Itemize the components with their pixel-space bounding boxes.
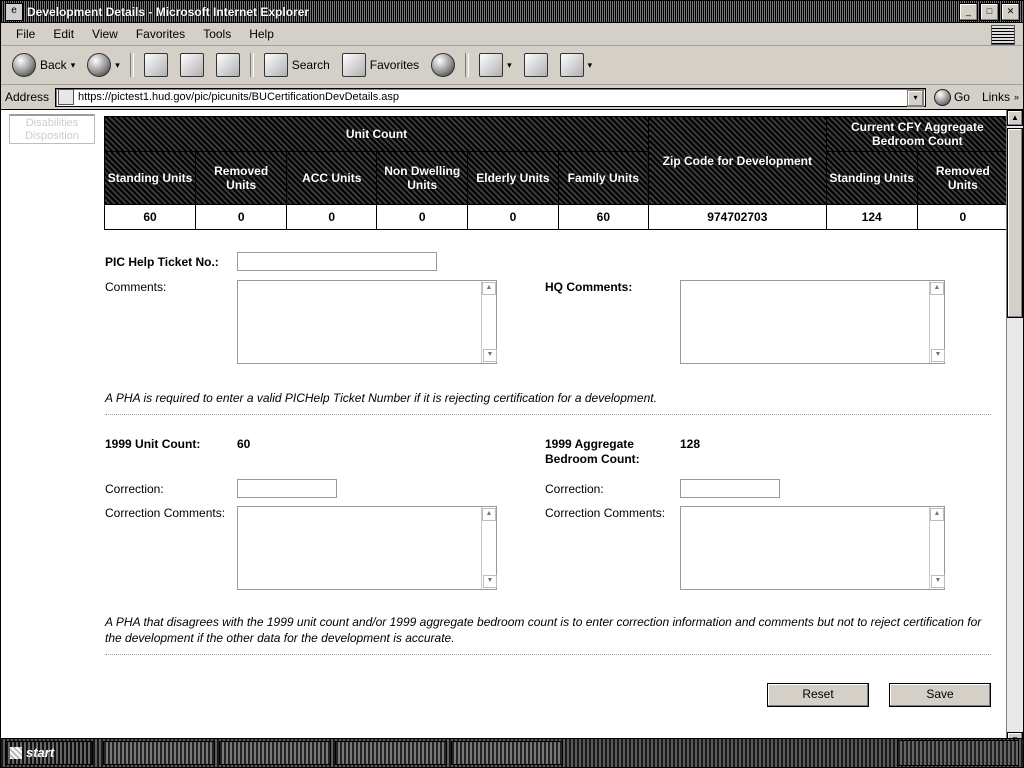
back-arrow-icon xyxy=(12,53,36,77)
page-icon xyxy=(58,89,74,105)
menu-favorites[interactable]: Favorites xyxy=(135,27,186,41)
comments-textarea[interactable] xyxy=(237,280,497,364)
scroll-down-icon[interactable]: ▼ xyxy=(931,349,945,362)
taskbar-items xyxy=(97,741,897,765)
taskbar-item[interactable] xyxy=(335,741,447,765)
chevron-right-icon[interactable]: » xyxy=(1013,92,1019,102)
cell-cfy-standing-units: 124 xyxy=(826,205,917,230)
sidebar-ghost-tab-line1: Disabilities xyxy=(25,117,79,129)
sidebar xyxy=(1,110,101,748)
ie-document-icon: e xyxy=(5,3,23,21)
refresh-button[interactable] xyxy=(175,51,209,79)
address-url-text: https://pictest1.hud.gov/pic/picunits/BUCertificationDevDetails.asp xyxy=(78,91,400,103)
menu-bar xyxy=(1,23,1023,46)
sidebar-ghost-tab xyxy=(9,114,95,144)
correction-comments-row xyxy=(101,506,1009,590)
development-details-table xyxy=(104,116,1009,230)
hq-comments-textarea[interactable] xyxy=(680,280,945,364)
divider xyxy=(105,414,991,415)
comments-row xyxy=(101,280,1009,364)
favorites-button[interactable] xyxy=(337,51,424,79)
unit-correction-comments-label: Correction Comments: xyxy=(105,506,226,520)
system-tray[interactable] xyxy=(897,740,1019,766)
star-icon xyxy=(342,53,366,77)
reset-button[interactable]: Reset xyxy=(767,683,869,707)
toolbar-separator xyxy=(250,53,254,77)
menu-help[interactable]: Help xyxy=(249,27,274,41)
sidebar-ghost-tab-line2: Disposition xyxy=(25,130,79,142)
scroll-up-icon[interactable]: ▲ xyxy=(482,508,496,521)
minimize-button[interactable]: _ xyxy=(959,3,978,21)
stop-button[interactable] xyxy=(139,51,173,79)
links-label[interactable]: Links xyxy=(981,90,1010,104)
address-input[interactable] xyxy=(55,88,926,107)
col-cfy-standing-units: Standing Units xyxy=(826,152,917,205)
go-arrow-icon xyxy=(934,89,951,106)
home-button[interactable] xyxy=(211,51,245,79)
scrollbar-thumb[interactable] xyxy=(1007,128,1023,318)
col-family-units: Family Units xyxy=(558,152,648,205)
back-button-label: Back xyxy=(40,58,67,72)
unit-count-label: 1999 Unit Count: xyxy=(105,437,201,451)
form-actions xyxy=(101,683,1009,707)
hq-comments-label: HQ Comments: xyxy=(545,280,633,294)
table-group-header-row xyxy=(105,117,1009,152)
address-label: Address xyxy=(5,90,50,104)
edit-button[interactable] xyxy=(555,51,598,79)
pic-help-ticket-input[interactable] xyxy=(237,252,437,271)
printer-icon xyxy=(524,53,548,77)
close-button[interactable]: ✕ xyxy=(1001,3,1020,21)
comments-label: Comments: xyxy=(105,280,167,294)
bedroom-correction-input[interactable] xyxy=(680,479,780,498)
bedroom-count-label: 1999 Aggregate Bedroom Count: xyxy=(545,437,640,466)
pic-help-ticket-row xyxy=(101,252,1009,271)
taskbar-item[interactable] xyxy=(219,741,331,765)
cell-standing-units: 60 xyxy=(105,205,196,230)
go-button-label: Go xyxy=(953,90,970,104)
bedroom-correction-comments-textarea[interactable] xyxy=(680,506,945,590)
scroll-up-icon[interactable]: ▲ xyxy=(930,282,944,295)
search-button[interactable] xyxy=(259,51,335,79)
table-column-header-row xyxy=(105,152,1009,205)
bedroom-correction-comments-scrollbar[interactable] xyxy=(929,507,944,589)
taskbar-item[interactable] xyxy=(103,741,215,765)
col-cfy-removed-units: Removed Units xyxy=(917,152,1008,205)
maximize-button[interactable]: □ xyxy=(980,3,999,21)
unit-count-value: 60 xyxy=(237,437,251,451)
scroll-down-icon[interactable]: ▼ xyxy=(483,575,497,588)
scroll-down-icon[interactable]: ▼ xyxy=(483,349,497,362)
header-unit-count: Unit Count xyxy=(105,117,649,152)
note-pha-ticket: A PHA is required to enter a valid PICHelp Ticket Number if it is rejecting certification for a development. xyxy=(105,391,657,405)
toolbar-separator xyxy=(465,53,469,77)
menu-file[interactable]: File xyxy=(16,27,36,41)
start-button[interactable]: start xyxy=(5,741,93,765)
divider xyxy=(105,654,991,655)
cell-zip-code: 974702703 xyxy=(649,205,827,230)
page-content xyxy=(1,110,1023,748)
window-controls xyxy=(959,3,1020,21)
window-title: Development Details - Microsoft Internet Explorer xyxy=(27,4,310,19)
hq-comments-scrollbar[interactable] xyxy=(929,281,944,363)
back-button[interactable] xyxy=(7,51,80,79)
cell-family-units: 60 xyxy=(558,205,648,230)
scroll-down-icon[interactable]: ▼ xyxy=(931,575,945,588)
page-scrollbar[interactable] xyxy=(1006,110,1023,748)
forward-arrow-icon xyxy=(87,53,111,77)
header-zip-code: Zip Code for Development xyxy=(649,117,827,205)
chevron-down-icon[interactable]: ▾ xyxy=(907,90,924,107)
col-removed-units: Removed Units xyxy=(196,152,287,205)
bedroom-correction-label: Correction: xyxy=(545,481,604,496)
chevron-down-icon[interactable]: ▾ xyxy=(70,59,76,70)
table-row xyxy=(105,205,1009,230)
unit-correction-input[interactable] xyxy=(237,479,337,498)
edit-page-icon xyxy=(560,53,584,77)
history-button[interactable] xyxy=(426,51,460,79)
cell-elderly-units: 0 xyxy=(468,205,558,230)
title-bar xyxy=(1,1,1023,23)
address-bar xyxy=(1,85,1023,110)
search-button-label: Search xyxy=(291,58,330,72)
menu-edit[interactable]: Edit xyxy=(53,27,75,41)
unit-correction-label: Correction: xyxy=(105,481,164,496)
form-content xyxy=(101,110,1009,748)
ie-logo-icon xyxy=(991,25,1015,45)
browser-toolbar xyxy=(1,46,1023,85)
mail-button[interactable] xyxy=(474,51,517,79)
toolbar-separator xyxy=(130,53,134,77)
taskbar-item[interactable] xyxy=(451,741,563,765)
unit-correction-comments-scrollbar[interactable] xyxy=(481,507,496,589)
note-pha-disagreement: A PHA that disagrees with the 1999 unit count and/or 1999 aggregate bedroom count is to enter correction information and comments but not to reject certification for the development if the other data for the development is accurate. xyxy=(105,615,982,645)
home-icon xyxy=(216,53,240,77)
cell-acc-units: 0 xyxy=(287,205,377,230)
print-button[interactable] xyxy=(519,51,553,79)
scroll-up-icon[interactable]: ▲ xyxy=(482,282,496,295)
comments-scrollbar[interactable] xyxy=(481,281,496,363)
history-clock-icon xyxy=(431,53,455,77)
refresh-icon xyxy=(180,53,204,77)
chevron-down-icon[interactable]: ▾ xyxy=(587,59,593,70)
chevron-down-icon[interactable]: ▾ xyxy=(115,59,120,70)
certification-form xyxy=(101,230,1009,707)
magnifier-icon xyxy=(264,53,288,77)
cell-non-dwelling-units: 0 xyxy=(377,205,468,230)
scroll-up-icon[interactable]: ▲ xyxy=(930,508,944,521)
scroll-up-button[interactable]: ▲ xyxy=(1007,110,1023,126)
col-standing-units: Standing Units xyxy=(105,152,196,205)
unit-correction-comments-textarea[interactable] xyxy=(237,506,497,590)
chevron-down-icon[interactable]: ▾ xyxy=(507,59,512,70)
save-button[interactable]: Save xyxy=(889,683,991,707)
favorites-button-label: Favorites xyxy=(369,58,420,72)
taskbar xyxy=(1,738,1023,767)
header-current-cfy-aggregate-bedroom-count: Current CFY Aggregate Bedroom Count xyxy=(826,117,1008,152)
bedroom-count-value: 128 xyxy=(680,437,701,451)
col-non-dwelling-units: Non Dwelling Units xyxy=(377,152,468,205)
col-acc-units: ACC Units xyxy=(287,152,377,205)
menu-view[interactable]: View xyxy=(92,27,118,41)
stop-x-icon xyxy=(144,53,168,77)
col-elderly-units: Elderly Units xyxy=(468,152,558,205)
cell-removed-units: 0 xyxy=(196,205,287,230)
bedroom-correction-comments-label: Correction Comments: xyxy=(545,506,666,520)
forward-button[interactable] xyxy=(82,51,125,79)
pic-help-ticket-label: PIC Help Ticket No.: xyxy=(105,254,219,269)
correction-row xyxy=(101,479,1009,498)
counts-row xyxy=(101,437,1009,467)
menu-tools[interactable]: Tools xyxy=(203,27,232,41)
cell-cfy-removed-units: 0 xyxy=(917,205,1008,230)
envelope-icon xyxy=(479,53,503,77)
go-button[interactable] xyxy=(930,89,974,106)
